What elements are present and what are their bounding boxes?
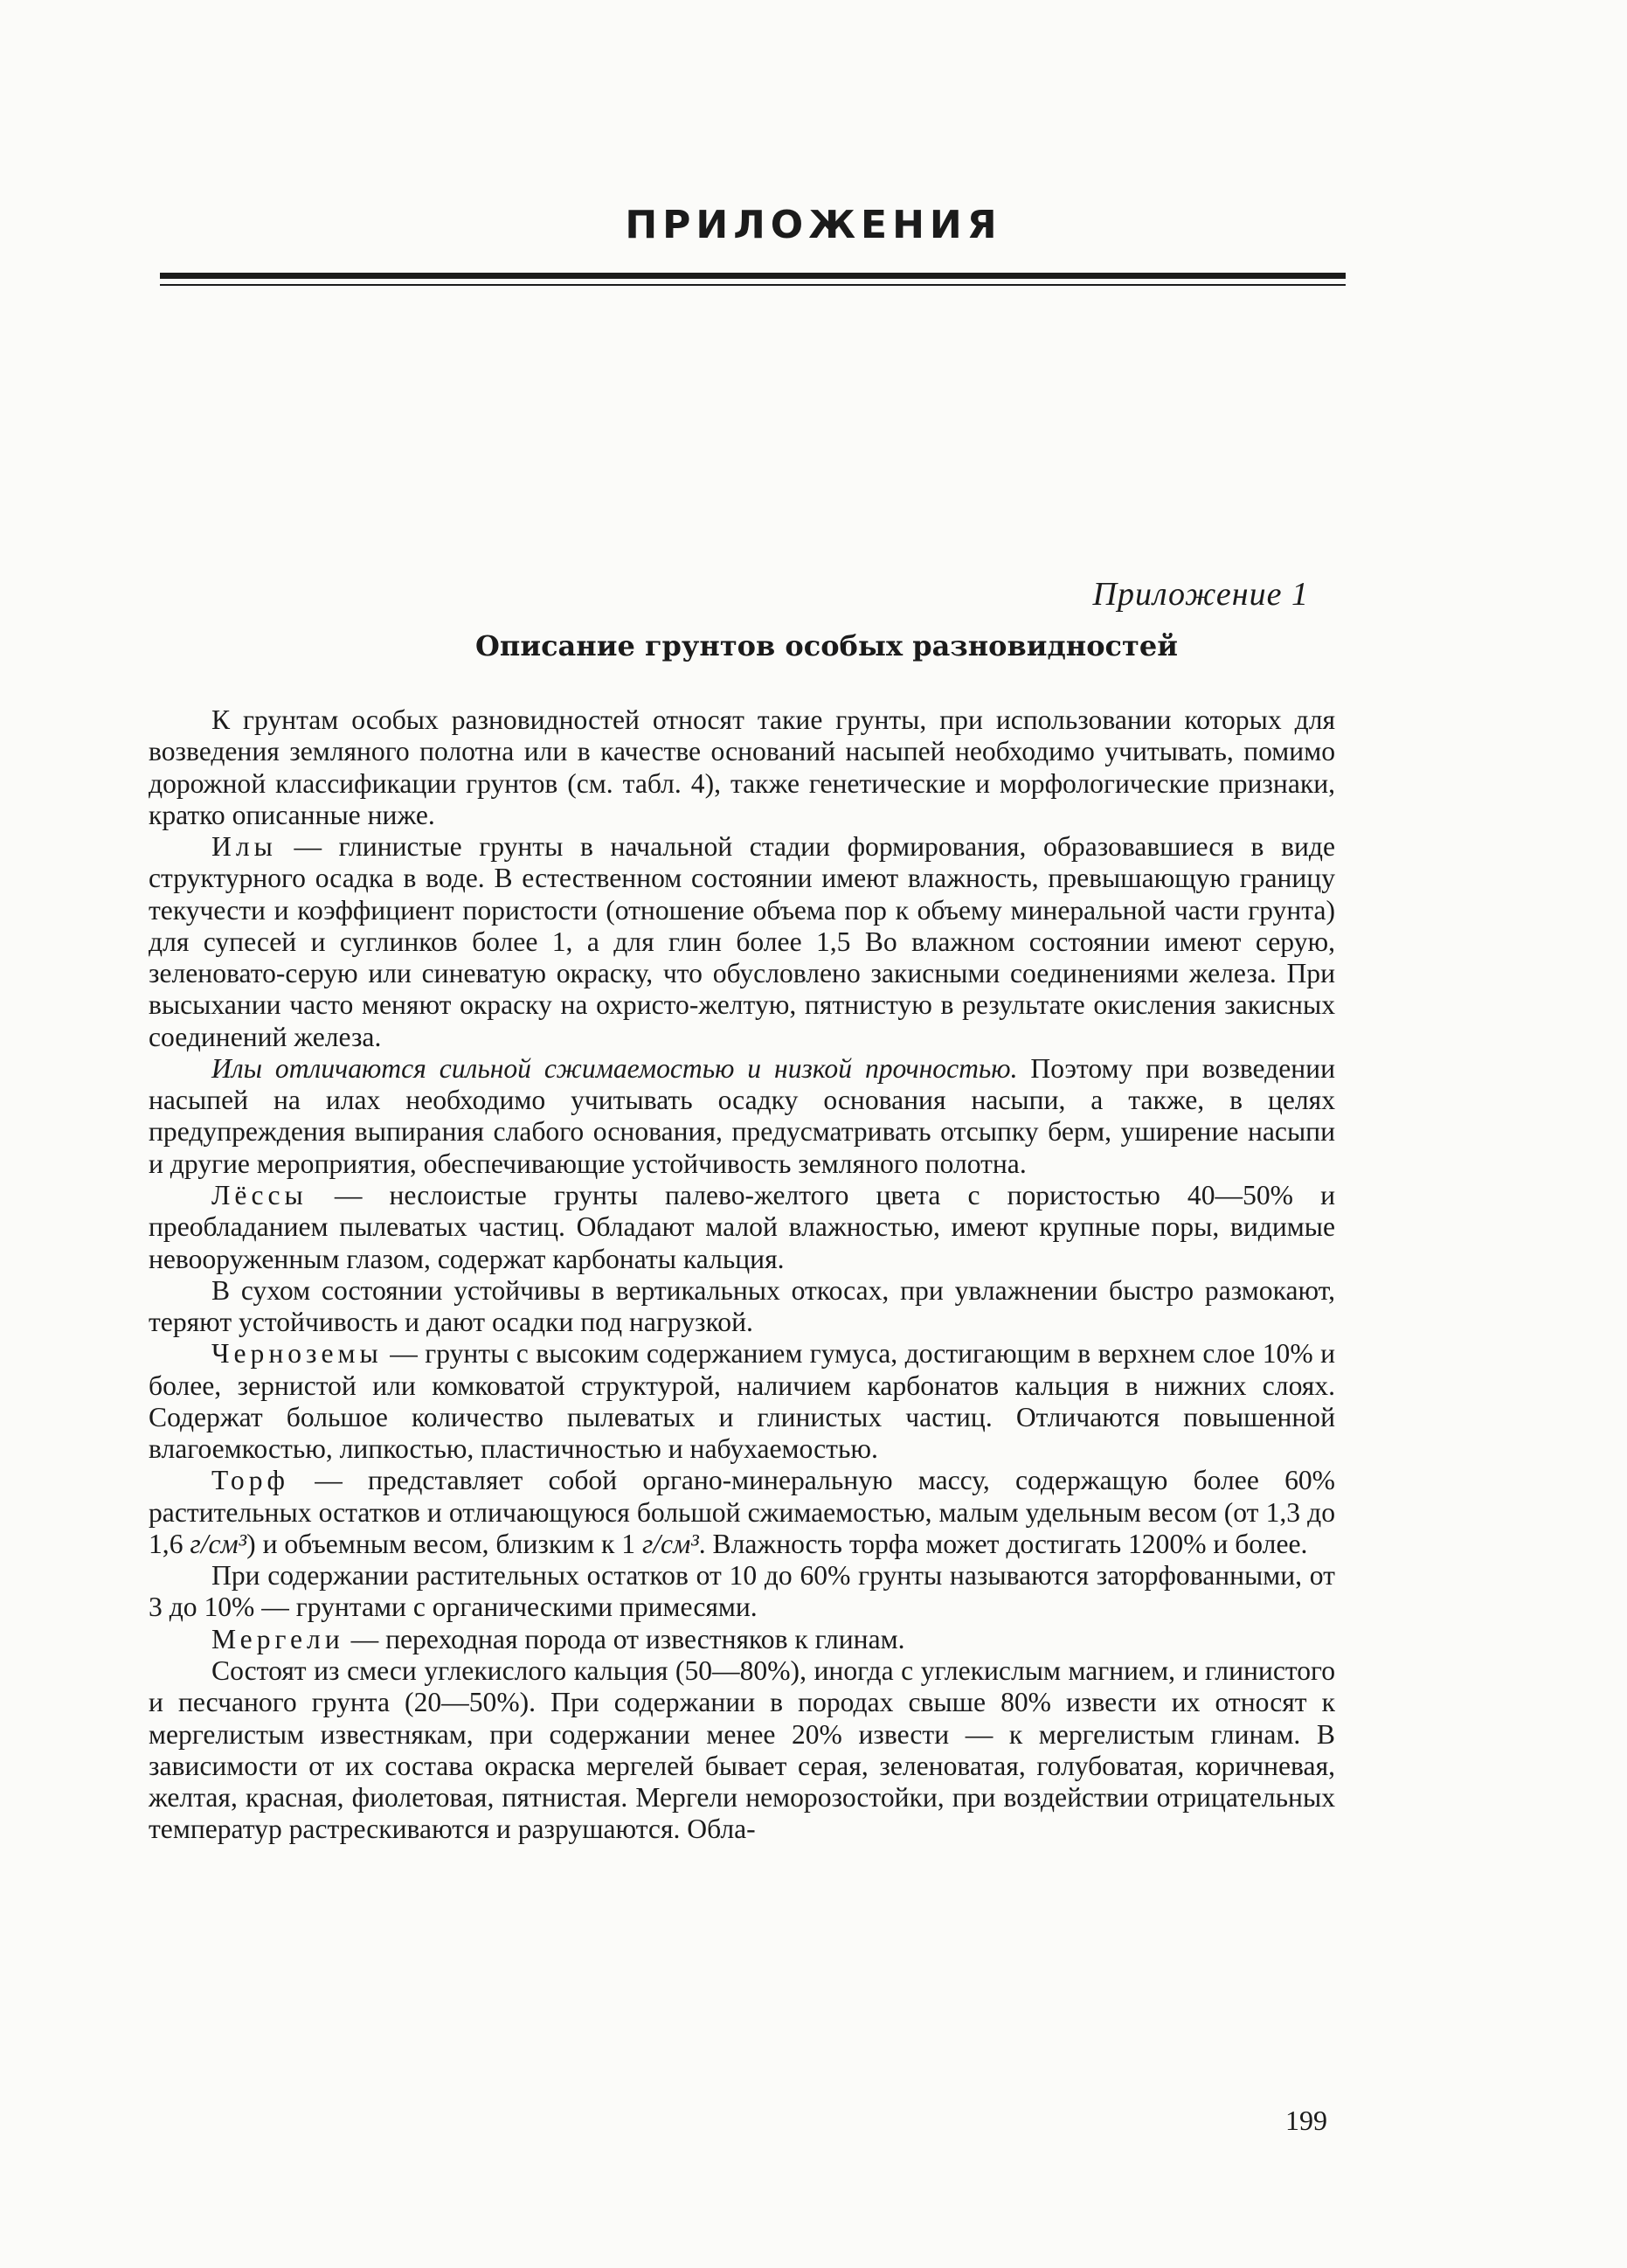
paragraph-intro: К грунтам особых разновидностей относят такие грунты, при использовании которых для возведения земляного полотна или в качестве оснований насыпей необходимо учитывать, помимо дорожной классификации грунтов (см. табл. 4), также генетические и морфологические признаки, кратко описанные ниже. — [149, 704, 1335, 830]
paragraph-marl-text: — переходная порода от известняков к глинам. — [343, 1623, 905, 1654]
paragraph-peat-content: При содержании растительных остатков от 10 до 60% грунты называются заторфованными, от 3 до 10% — грунтами с органическими примесями. — [149, 1560, 1335, 1623]
section-title: ПРИЛОЖЕНИЯ — [625, 203, 1002, 247]
paragraph-marl — [149, 1624, 1335, 1655]
appendix-label: Приложение 1 — [1092, 576, 1309, 613]
unit-density-2: г/см³ — [641, 1528, 699, 1559]
paragraph-ily — [149, 831, 1335, 1053]
paragraph-ily-strength-text: Поэтому при возведении насыпей на илах необходимо учитывать осадку основания насыпи, а также, в целях предупреждения выпирания слабого основания, предусматривать отсыпку берм, уширение насыпи и другие мероприятия, обеспечивающие устойчивость земляного полотна. — [149, 1052, 1335, 1179]
ily-lead-sentence: Илы отличаются сильной сжимаемостью и низкой прочностью. — [211, 1052, 1018, 1084]
paragraph-marl-composition: Состоят из смеси углекислого кальция (50—80%), иногда с углекислым магнием, и глинистого и песчаного грунта (20—50%). При содержании в породах свыше 80% извести их относят к мергелистым известнякам, при содержании менее 20% извести — к мергелистым глинам. В зависимости от их состава окраска мергелей бывает серая, зеленоватая, голубоватая, коричневая, желтая, красная, фиолетовая, пятнистая. Мергели неморозостойки, при воздействии отрицательных температур растрескиваются и разрушаются. Обла- — [149, 1654, 1335, 1845]
paragraph-chernozem — [149, 1338, 1335, 1465]
term-ily: Илы — [211, 831, 277, 863]
title-rule-thick — [160, 273, 1346, 279]
paragraph-peat-text-c: . Влажность торфа может достигать 1200% и более. — [698, 1528, 1308, 1559]
title-rule-thin — [160, 284, 1346, 286]
paragraph-ily-strength — [149, 1053, 1335, 1180]
paragraph-loess — [149, 1180, 1335, 1275]
paragraph-chernozem-text: — грунты с высоким содержанием гумуса, достигающим в верхнем слое 10% и более, зернистой или комковатой структурой, наличием карбонатов кальция в нижних слоях. Содержат большое количество пылеватых и глинистых частиц. Отличаются повышенной влагоемкостью, липкостью, пластичностью и набухаемостью. — [149, 1338, 1335, 1465]
term-chernozem: Черноземы — [211, 1338, 383, 1370]
term-marl: Мергели — [211, 1623, 344, 1654]
page-number: 199 — [1285, 2105, 1327, 2136]
paragraph-peat-text-a: — представляет собой органо-минеральную массу, содержащую более 60% растительных остатков и отличающуюся большой сжимаемостью, малым удельным весом (от 1,3 до 1,6 — [149, 1465, 1335, 1559]
paragraph-loess-text: — неслоистые грунты палево-желтого цвета с пористостью 40—50% и преобладанием пылеватых частиц. Обладают малой влажностью, имеют крупные поры, видимые невооруженным глазом, содержат карбонаты кальция. — [149, 1179, 1335, 1274]
unit-density-1: г/см³ — [190, 1528, 247, 1559]
paragraph-ily-text: — глинистые грунты в начальной стадии формирования, образовавшиеся в виде структурного осадка в воде. В естественном состоянии имеют влажность, превышающую границу текучести и коэффициент пористости (отношение объема пор к объему минеральной части грунта) для супесей и суглинков более 1, а для глин более 1,5 Во влажном состоянии имеют серую, зеленовато-серую или синеватую окраску, что обусловлено закисными соединениями железа. При высыхании часто меняют окраску на охристо-желтую, пятнистую в результате окисления закисных соединений железа. — [149, 831, 1335, 1052]
body-text — [149, 704, 1335, 1846]
appendix-title: Описание грунтов особых разновидностей — [475, 629, 1178, 662]
paragraph-loess-dry: В сухом состоянии устойчивы в вертикальных откосах, при увлажнении быстро размокают, теряют устойчивость и дают осадки под нагрузкой. — [149, 1274, 1335, 1338]
term-peat: Торф — [211, 1465, 289, 1496]
paragraph-peat-text-b: ) и объемным весом, близким к 1 — [246, 1528, 642, 1559]
paragraph-peat — [149, 1465, 1335, 1560]
term-loess: Лёссы — [211, 1179, 308, 1210]
